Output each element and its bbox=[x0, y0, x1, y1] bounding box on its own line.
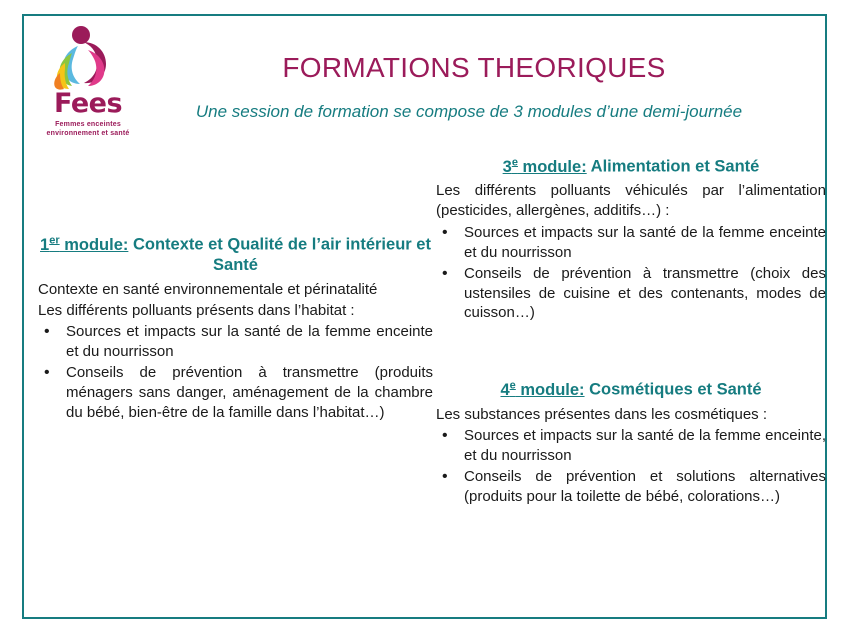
module-1-name: Contexte et Qualité de l’air intérieur et Santé bbox=[128, 235, 431, 275]
page-subtitle: Une session de formation se compose de 3 modules d’une demi-journée bbox=[195, 102, 743, 121]
module-3-paragraph-1: Les différents polluants véhiculés par l’alimentation (pesticides, allergènes, additifs…) : bbox=[436, 182, 826, 219]
module-1-ordinal-number: 1 bbox=[40, 235, 50, 254]
module-1 bbox=[38, 234, 433, 423]
column-left bbox=[38, 234, 433, 427]
module-1-ordinal bbox=[40, 236, 128, 254]
module-4-paragraph-1: Les substances présentes dans les cosmétiques : bbox=[436, 405, 768, 423]
fees-logo bbox=[36, 26, 140, 146]
module-1-heading bbox=[38, 234, 433, 276]
module-4-name: Cosmétiques et Santé bbox=[584, 380, 762, 399]
module-4-ordinal-suffix: e bbox=[509, 379, 516, 392]
module-3-bullet-list bbox=[436, 223, 826, 324]
module-3-ordinal-suffix: e bbox=[511, 156, 518, 168]
page-title: FORMATIONS THEORIQUES bbox=[282, 52, 666, 83]
module-3-name: Alimentation et Santé bbox=[586, 157, 760, 176]
module-3-ordinal bbox=[503, 158, 587, 176]
list-item: • Conseils de prévention à transmettre (choix des ustensiles de cuisine et des contenants, modes de cuisson…) bbox=[436, 264, 826, 324]
list-item: • Sources et impacts sur la santé de la femme enceinte et du nourrisson bbox=[436, 223, 826, 263]
module-1-paragraph-1: Contexte en santé environnementale et périnatalité bbox=[38, 280, 378, 298]
list-item: • Conseils de prévention à transmettre (produits ménagers sans danger, aménagement de la chambre du bébé, bien-être de la famille dans l’habitat…) bbox=[38, 363, 433, 423]
module-4-ordinal-number: 4 bbox=[500, 380, 510, 399]
slide-frame bbox=[22, 14, 827, 619]
module-1-ordinal-suffix: er bbox=[49, 234, 60, 246]
module-3-label: module: bbox=[517, 157, 587, 176]
list-item: • Sources et impacts sur la santé de la femme enceinte, et du nourrisson bbox=[436, 426, 826, 466]
logo-tagline-line1: Femmes enceintes bbox=[55, 121, 121, 128]
module-4-label: module: bbox=[515, 380, 585, 399]
module-1-paragraph-2: Les différents polluants présents dans l’habitat : bbox=[38, 301, 355, 319]
flower-petals-logo-icon bbox=[50, 26, 126, 90]
logo-tagline-line2: environnement et santé bbox=[46, 130, 130, 137]
module-3 bbox=[436, 156, 826, 323]
module-1-label: module: bbox=[59, 235, 129, 254]
module-4-ordinal bbox=[500, 381, 584, 399]
logo-wordmark: Fees bbox=[53, 88, 123, 119]
module-4 bbox=[436, 379, 826, 507]
module-spacer bbox=[436, 327, 826, 379]
module-3-heading bbox=[436, 156, 826, 177]
module-3-ordinal-number: 3 bbox=[502, 157, 512, 176]
list-item: • Sources et impacts sur la santé de la femme enceinte et du nourrisson bbox=[38, 322, 433, 362]
list-item: • Conseils de prévention et solutions alternatives (produits pour la toilette de bébé, colorations…) bbox=[436, 467, 826, 507]
module-1-bullet-list bbox=[38, 322, 433, 423]
module-4-bullet-list bbox=[436, 426, 826, 507]
module-4-heading bbox=[436, 379, 826, 400]
column-right bbox=[436, 156, 826, 511]
